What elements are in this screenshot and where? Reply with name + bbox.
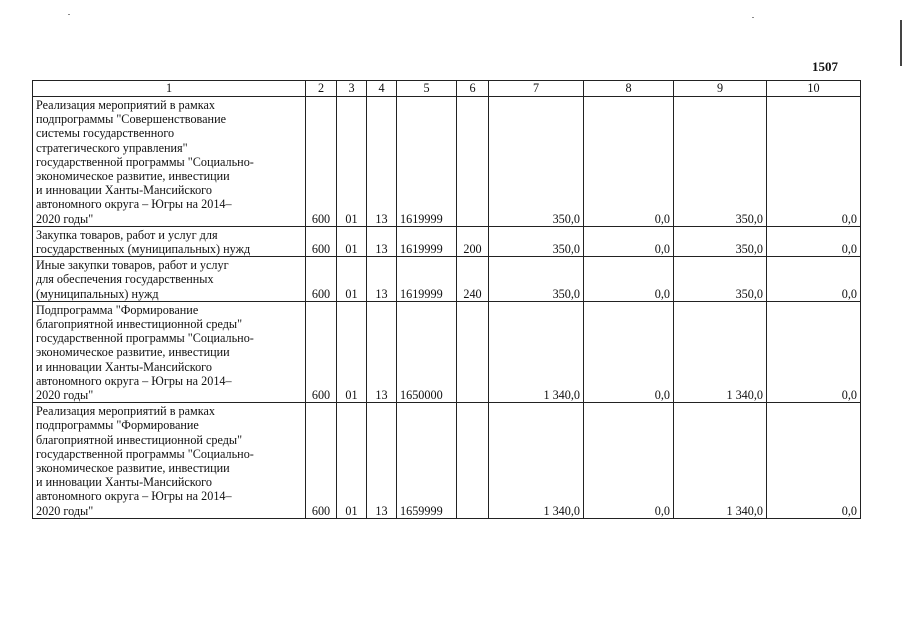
subsection-code-cell: 13 [367,301,397,402]
amount-cell-9: 1 340,0 [674,301,767,402]
subsection-code-cell: 13 [367,257,397,302]
target-article-cell: 1650000 [397,301,457,402]
section-code-cell: 01 [337,403,367,519]
ministry-code-cell: 600 [306,301,337,402]
amount-cell-9: 350,0 [674,97,767,227]
amount-cell-7: 350,0 [489,226,584,256]
section-code-cell: 01 [337,226,367,256]
subsection-code-cell: 13 [367,97,397,227]
column-header-4: 4 [367,81,397,97]
expense-type-cell [457,403,489,519]
amount-cell-8: 0,0 [584,301,674,402]
ministry-code-cell: 600 [306,403,337,519]
column-header-7: 7 [489,81,584,97]
scan-speck [68,14,70,15]
amount-cell-9: 350,0 [674,257,767,302]
column-header-3: 3 [337,81,367,97]
section-code-cell: 01 [337,257,367,302]
amount-cell-7: 350,0 [489,97,584,227]
column-header-8: 8 [584,81,674,97]
scan-edge-mark [900,20,902,66]
target-article-cell: 1619999 [397,226,457,256]
amount-cell-8: 0,0 [584,226,674,256]
amount-cell-8: 0,0 [584,403,674,519]
column-header-2: 2 [306,81,337,97]
section-code-cell: 01 [337,301,367,402]
amount-cell-8: 0,0 [584,257,674,302]
section-code-cell: 01 [337,97,367,227]
column-number-header-row [33,81,861,97]
amount-cell-10: 0,0 [767,257,861,302]
row-name-cell: Закупка товаров, работ и услуг для государственных (муниципальных) нужд [33,226,306,256]
target-article-cell: 1659999 [397,403,457,519]
amount-cell-9: 1 340,0 [674,403,767,519]
row-name-cell: Подпрограмма "Формирование благоприятной инвестиционной среды" государственной программы "Социально- экономическое развитие, инвестиции и инновации Ханты-Мансийского автономного округа – Югры на 2014– 2020 годы" [33,301,306,402]
expense-type-cell [457,301,489,402]
column-header-10: 10 [767,81,861,97]
table-row [33,97,861,227]
amount-cell-10: 0,0 [767,97,861,227]
amount-cell-10: 0,0 [767,403,861,519]
subsection-code-cell: 13 [367,226,397,256]
page-number: 1507 [812,59,838,74]
expense-type-cell: 240 [457,257,489,302]
column-header-6: 6 [457,81,489,97]
amount-cell-7: 350,0 [489,257,584,302]
table-row [33,257,861,302]
amount-cell-7: 1 340,0 [489,301,584,402]
amount-cell-10: 0,0 [767,301,861,402]
expense-type-cell [457,97,489,227]
table-row [33,403,861,519]
table-row [33,226,861,256]
amount-cell-9: 350,0 [674,226,767,256]
expense-type-cell: 200 [457,226,489,256]
target-article-cell: 1619999 [397,257,457,302]
amount-cell-10: 0,0 [767,226,861,256]
subsection-code-cell: 13 [367,403,397,519]
row-name-cell: Иные закупки товаров, работ и услуг для обеспечения государственных (муниципальных) нужд [33,257,306,302]
row-name-cell: Реализация мероприятий в рамках подпрограммы "Формирование благоприятной инвестиционной среды" государственной программы "Социально- экономическое развитие, инвестиции и инновации Ханты-Мансийского автономного округа – Югры на 2014– 2020 годы" [33,403,306,519]
target-article-cell: 1619999 [397,97,457,227]
amount-cell-8: 0,0 [584,97,674,227]
column-header-9: 9 [674,81,767,97]
ministry-code-cell: 600 [306,226,337,256]
row-name-cell: Реализация мероприятий в рамках подпрограммы "Совершенствование системы государственного стратегического управления" государственной программы "Социально- экономическое развитие, инвестиции и инновации Ханты-Мансийского автономного округа – Югры на 2014– 2020 годы" [33,97,306,227]
amount-cell-7: 1 340,0 [489,403,584,519]
column-header-1: 1 [33,81,306,97]
scan-speck [752,17,754,18]
column-header-5: 5 [397,81,457,97]
ministry-code-cell: 600 [306,97,337,227]
ministry-code-cell: 600 [306,257,337,302]
budget-table [32,80,861,519]
table-row [33,301,861,402]
